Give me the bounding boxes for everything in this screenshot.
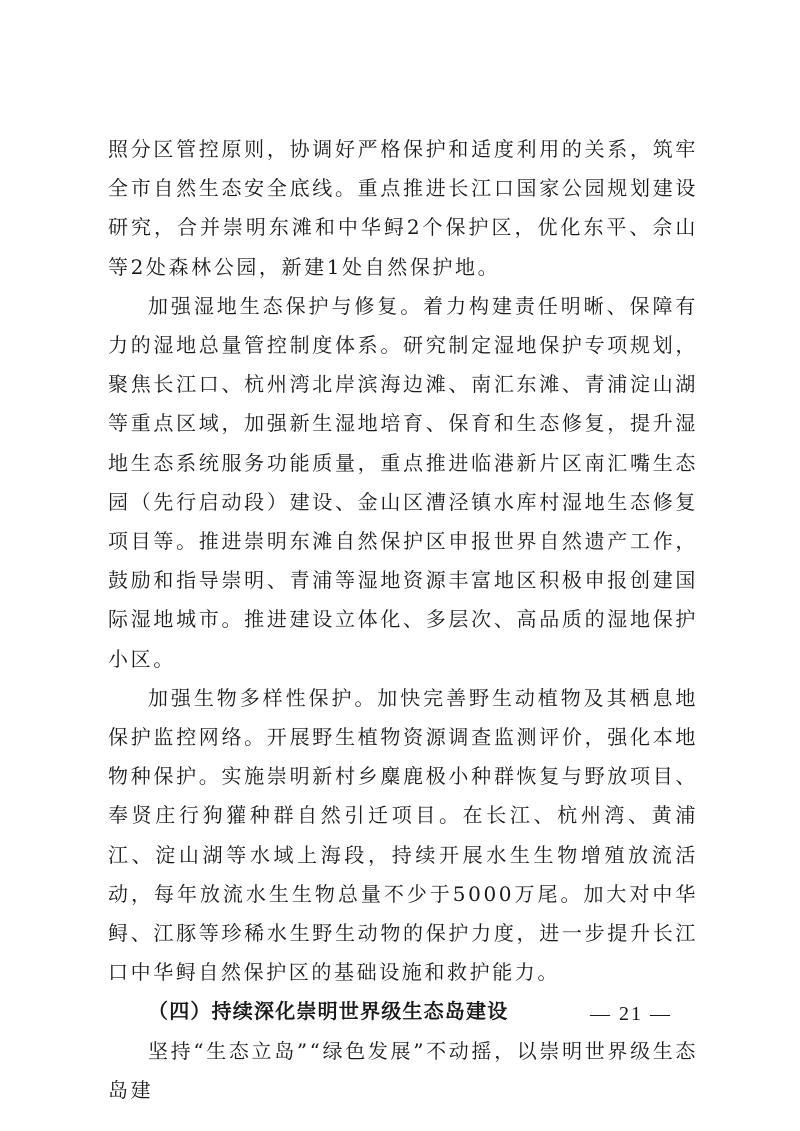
- paragraph-biodiversity-protection: 加强生物多样性保护。加快完善野生动植物及其栖息地保护监控网络。开展野生植物资源调查监测评价，强化本地物种保护。实施崇明新村乡麋鹿极小种群恢复与野放项目、奉贤庄行狗獾种群自然引迁项目。在长江、杭州湾、黄浦江、淀山湖等水域上海段，持续开展水生生物增殖放流活动，每年放流水生生物总量不少于5000万尾。加大对中华鲟、江豚等珍稀水生野生动物的保护力度，进一步提升长江口中华鲟自然保护区的基础设施和救护能力。: [108, 685, 698, 985]
- paragraph-continuation: 照分区管控原则，协调好严格保护和适度利用的关系，筑牢全市自然生态安全底线。重点推进长江口国家公园规划建设研究，合并崇明东滩和中华鲟2个保护区，优化东平、佘山等2处森林公园，新建1处自然保护地。: [108, 137, 698, 279]
- page-number: — 21 —: [590, 1003, 672, 1025]
- body-text: [108, 130, 698, 1110]
- paragraph-chongming-eco-island: 坚持“生态立岛”“绿色发展”不动摇，以崇明世界级生态岛建: [108, 1038, 698, 1102]
- section-heading: （四）持续深化崇明世界级生态岛建设: [148, 999, 509, 1024]
- paragraph-wetland-protection: 加强湿地生态保护与修复。着力构建责任明晰、保障有力的湿地总量管控制度体系。研究制定湿地保护专项规划，聚焦长江口、杭州湾北岸滨海边滩、南汇东滩、青浦淀山湖等重点区域，加强新生湿地培育、保育和生态修复，提升湿地生态系统服务功能质量，重点推进临港新片区南汇嘴生态园（先行启动段）建设、金山区漕泾镇水库村湿地生态修复项目等。推进崇明东滩自然保护区申报世界自然遗产工作，鼓励和指导崇明、青浦等湿地资源丰富地区积极申报创建国际湿地城市。推进建设立体化、多层次、高品质的湿地保护小区。: [108, 293, 698, 671]
